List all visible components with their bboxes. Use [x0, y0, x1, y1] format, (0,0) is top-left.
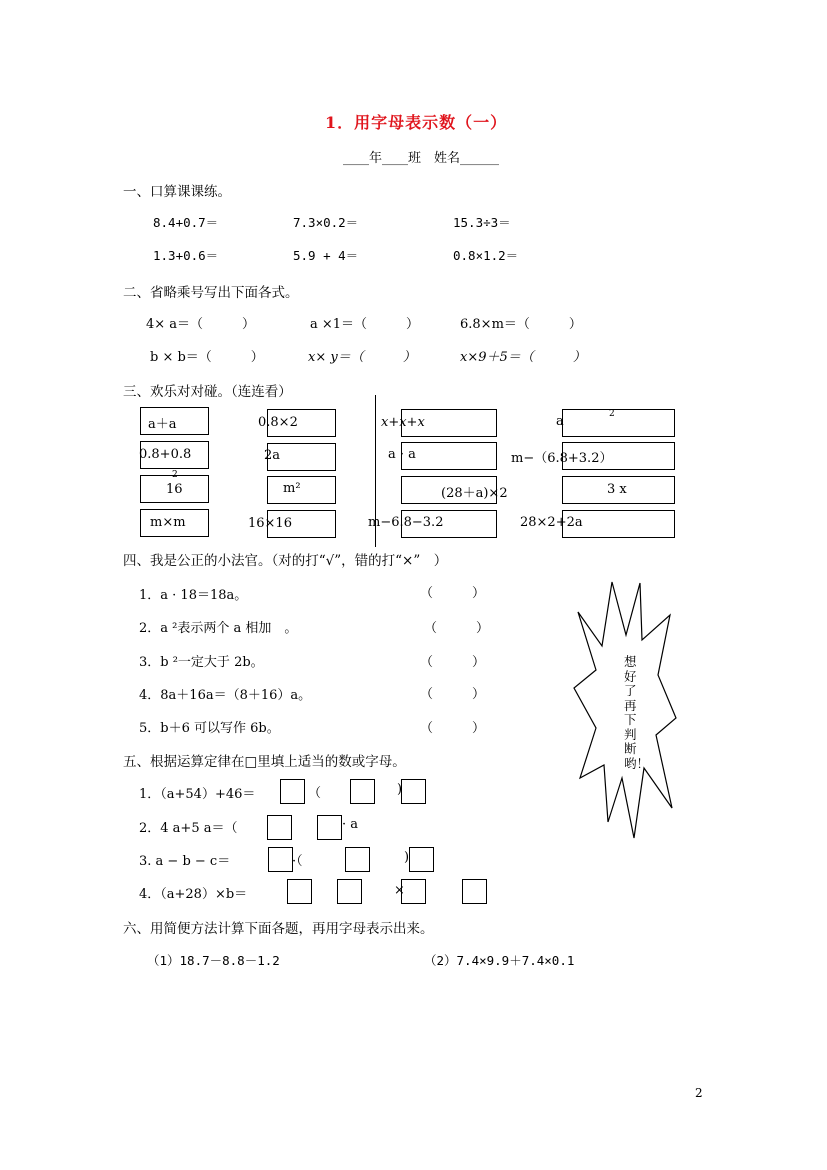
section-2-heading: 二、省略乘号写出下面各式。 [123, 285, 299, 301]
s1-item: 1.3+0.6＝ [153, 248, 219, 263]
name-class-line: ____年____班 姓名______ [343, 151, 500, 166]
judge-item: 5．b＋6 可以写作 6b。 [139, 721, 280, 736]
match-right-expr: (28＋a)×2 [441, 486, 508, 501]
match-right-expr: a · a [388, 447, 416, 462]
s2-item: a ×1＝（ ） [310, 317, 420, 332]
blank-box[interactable] [268, 847, 293, 872]
s1-item: 5.9 + 4＝ [293, 248, 359, 263]
answer-paren[interactable]: （ ） [420, 721, 486, 736]
match-right-expr: m−6.8−3.2 [368, 515, 444, 530]
blank-box[interactable] [287, 879, 312, 904]
blank-box[interactable] [350, 779, 375, 804]
s1-item: 8.4+0.7＝ [153, 215, 219, 230]
bubble-text: 想好了再下判断哟！ [624, 654, 650, 771]
match-right-expr: 28×2+2a [520, 515, 583, 530]
s1-item: 0.8×1.2＝ [453, 248, 519, 263]
match-left-expr: m² [283, 481, 301, 496]
blank-box[interactable] [401, 879, 426, 904]
blank-box[interactable] [409, 847, 434, 872]
section-4-heading: 四、我是公正的小法官。（对的打“√”，错的打“×” ） [123, 553, 448, 569]
blank-box[interactable] [401, 779, 426, 804]
blank-box[interactable] [462, 879, 487, 904]
calc-item: （1）18.7－8.8－1.2 [147, 953, 280, 968]
s1-item: 7.3×0.2＝ [293, 215, 359, 230]
blank-box[interactable] [280, 779, 305, 804]
blank-box[interactable] [337, 879, 362, 904]
law-item: 3. a − b − c＝ [139, 854, 231, 869]
text-fragment: ) [404, 850, 410, 865]
match-right-expr: a [556, 414, 564, 429]
answer-paren[interactable]: （ ） [424, 621, 490, 636]
blank-box[interactable] [267, 815, 292, 840]
match-left-expr: m×m [150, 515, 186, 530]
section-3-heading: 三、欢乐对对碰。（连连看） [123, 384, 292, 400]
s2-item: 6.8×m＝（ ） [460, 317, 582, 332]
s1-item: 15.3÷3＝ [453, 215, 511, 230]
match-right-expr: x+x+x [381, 415, 425, 430]
match-box [562, 409, 675, 437]
text-fragment: ·（ [292, 854, 303, 869]
match-left-expr: a＋a [148, 417, 177, 432]
answer-paren[interactable]: （ ） [420, 655, 486, 670]
judge-item: 1．a · 18＝18a。 [139, 588, 248, 603]
text-fragment: · a [342, 817, 359, 832]
judge-item: 2．a ²表示两个 a 相加 。 [139, 621, 298, 636]
text-fragment: （ [308, 786, 322, 801]
s2-item: b × b＝（ ） [150, 350, 264, 365]
s2-item: 4× a＝（ ） [146, 317, 256, 332]
page-number: 2 [695, 1086, 703, 1100]
match-left-expr: 0.8+0.8 [139, 447, 192, 462]
s2-item: x×9＋5＝（ ） [460, 350, 586, 365]
judge-item: 4．8a＋16a＝（8＋16）a。 [139, 688, 312, 703]
page-title: 1．用字母表示数（一） [325, 113, 508, 132]
match-right-expr: 3 x [607, 482, 627, 497]
match-left-expr: 2a [264, 448, 281, 463]
law-item: 2．4 a+5 a＝（ [139, 821, 238, 836]
section-1-heading: 一、口算课课练。 [123, 184, 231, 200]
section-5-heading: 五、根据运算定律在□里填上适当的数或字母。 [123, 754, 406, 770]
match-left-expr: 16×16 [248, 516, 292, 531]
s2-item: x× y＝（ ） [308, 350, 416, 365]
match-right-expr: m−（6.8+3.2） [511, 451, 613, 466]
match-left-expr: 0.8×2 [258, 415, 298, 430]
match-left-expr: 16 [166, 482, 183, 497]
text-fragment: ) [397, 782, 403, 797]
blank-box[interactable] [345, 847, 370, 872]
blank-box[interactable] [317, 815, 342, 840]
answer-paren[interactable]: （ ） [420, 586, 486, 601]
judge-item: 3．b ²一定大于 2b。 [139, 655, 264, 670]
law-item: 4．（a+28）×b＝ [139, 887, 248, 902]
match-box [267, 476, 336, 504]
section-6-heading: 六、用简便方法计算下面各题，再用字母表示出来。 [123, 921, 434, 937]
superscript: 2 [609, 409, 615, 419]
text-fragment: × [394, 883, 405, 898]
superscript: 2 [172, 470, 178, 480]
calc-item: （2）7.4×9.9＋7.4×0.1 [424, 953, 575, 968]
law-item: 1．（a+54）+46＝ [139, 787, 256, 802]
answer-paren[interactable]: （ ） [420, 687, 486, 702]
